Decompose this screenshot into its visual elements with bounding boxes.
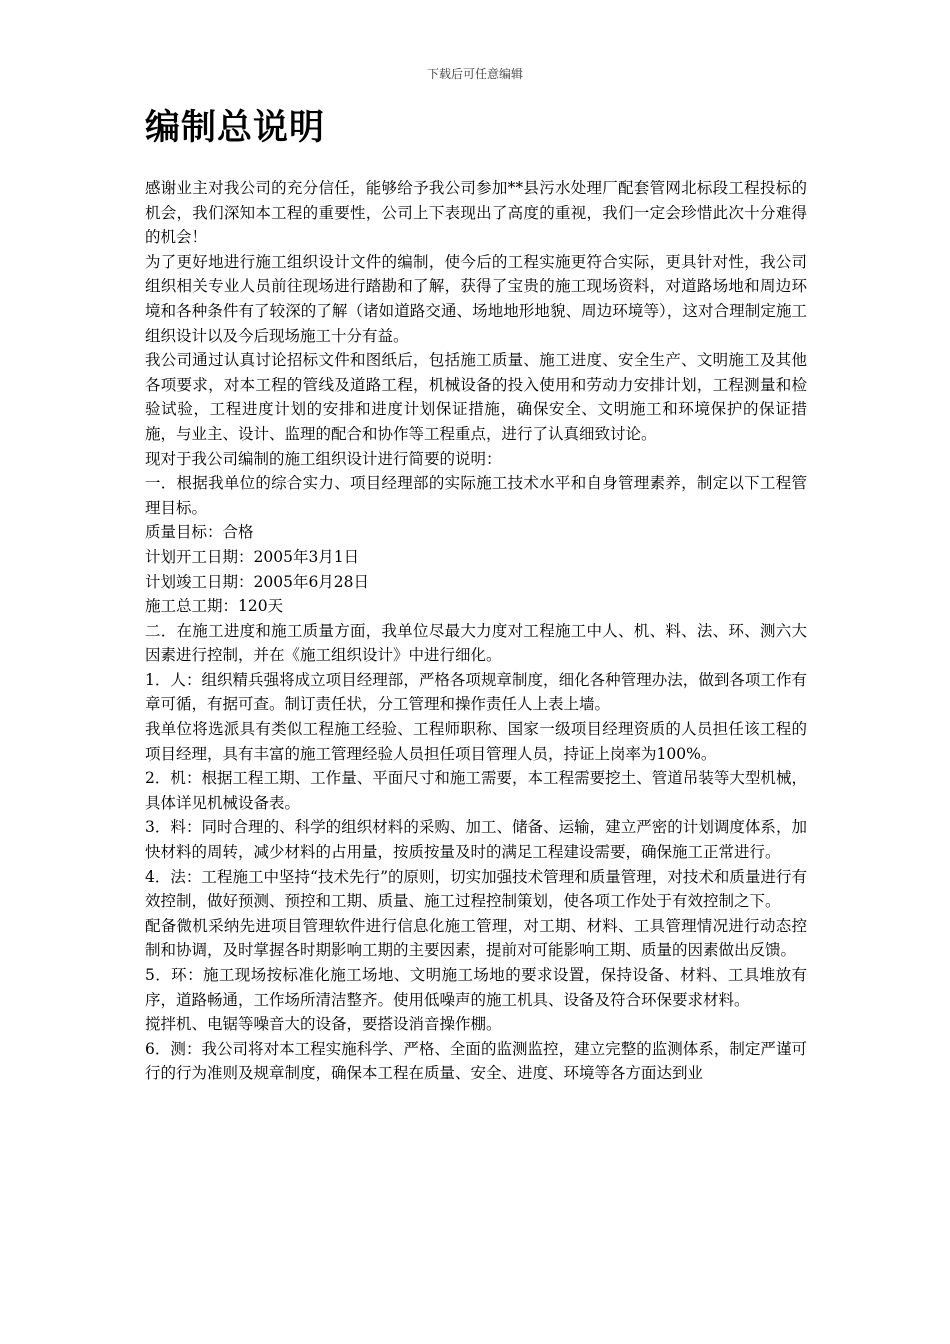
paragraph-summary-intro: 现对于我公司编制的施工组织设计进行简要的说明： — [145, 449, 502, 468]
paragraph-section-one: 一．根据我单位的综合实力、项目经理部的实际施工技术水平和自身管理素养，制定以下工程管理目标。 — [145, 474, 807, 517]
paragraph-project-manager: 我单位将选派具有类似工程施工经验、工程师职称、国家一级项目经理资质的人员担任该工程的项目经理，具有丰富的施工管理经验人员担任项目管理人员，持证上岗率为100%。 — [145, 720, 807, 763]
paragraph-quality-target: 质量目标：合格 — [145, 523, 254, 542]
paragraph-software-management: 配备微机采纳先进项目管理软件进行信息化施工管理，对工期、材料、工具管理情况进行动态控制和协调，及时掌握各时期影响工期的主要因素，提前对可能影响工期、质量的因素做出反馈。 — [145, 916, 807, 960]
paragraph-item-materials: 3．料：同时合理的、科学的组织材料的采购、加工、储备、运输，建立严密的计划调度体系，加快材料的周转，减少材料的占用量，按质按量及时的满足工程建设需要，确保施工正常进行。 — [145, 818, 807, 862]
paragraph-noise-control: 搅拌机、电锯等噪音大的设备，要搭设消音操作棚。 — [145, 1015, 502, 1034]
paragraph-item-machines: 2．机：根据工程工期、工作量、平面尺寸和施工需要，本工程需要挖土、管道吊装等大型机械，具体详见机械设备表。 — [145, 769, 807, 812]
paragraph-total-duration: 施工总工期：120天 — [145, 597, 284, 616]
paragraph-section-two: 二．在施工进度和施工质量方面，我单位尽最大力度对工程施工中人、机、料、法、环、测六大因素进行控制，并在《施工组织设计》中进行细化。 — [145, 621, 807, 665]
paragraph-discussion: 我公司通过认真讨论招标文件和图纸后，包括施工质量、施工进度、安全生产、文明施工及其他各项要求，对本工程的管线及道路工程，机械设备的投入使用和劳动力安排计划，工程测量和检验试验，工程进度计划的安排和进度计划保证措施，确保安全、文明施工和环境保护的保证措施，与业主、设计、监理的配合和协作等工程重点，进行了认真细致讨论。 — [145, 351, 807, 443]
paragraph-intro: 感谢业主对我公司的充分信任，能够给予我公司参加**县污水处理厂配套管网北标段工程投标的机会，我们深知本工程的重要性，公司上下表现出了高度的重视，我们一定会珍惜此次十分难得的机会！ — [145, 179, 807, 247]
paragraph-site-survey: 为了更好地进行施工组织设计文件的编制，使今后的工程实施更符合实际，更具针对性，我公司组织相关专业人员前往现场进行踏勘和了解，获得了宝贵的施工现场资料，对道路场地和周边环境和各种条件有了较深的了解（诸如道路交通、场地地形地貌、周边环境等），这对合理制定施工组织设计以及今后现场施工十分有益。 — [145, 252, 807, 345]
paragraph-item-people: 1．人：组织精兵强将成立项目经理部，严格各项规章制度，细化各种管理办法，做到各项工作有章可循，有据可查。制订责任状，分工管理和操作责任人上表上墙。 — [145, 670, 807, 714]
page-header: 下载后可任意编辑 — [426, 67, 523, 81]
paragraph-item-methods: 4．法：工程施工中坚持“技术先行”的原则，切实加强技术管理和质量管理，对技术和质量进行有效控制，做好预测、预控和工期、质量、施工过程控制策划，使各项工作处于有效控制之下。 — [145, 867, 807, 911]
paragraph-item-measurement: 6．测：我公司将对本工程实施科学、严格、全面的监测监控，建立完整的监测体系，制定严谨可行的行为准则及规章制度，确保本工程在质量、安全、进度、环境等各方面达到业 — [145, 1039, 807, 1083]
document-body — [145, 176, 807, 1086]
paragraph-start-date: 计划开工日期：2005年3月1日 — [145, 547, 360, 566]
document-title: 编制总说明 — [145, 107, 326, 148]
paragraph-end-date: 计划竣工日期：2005年6月28日 — [145, 572, 370, 591]
paragraph-item-environment: 5．环：施工现场按标准化施工场地、文明施工场地的要求设置，保持设备、材料、工具堆放有序，道路畅通，工作场所清洁整齐。使用低噪声的施工机具、设备及符合环保要求材料。 — [145, 966, 807, 1009]
